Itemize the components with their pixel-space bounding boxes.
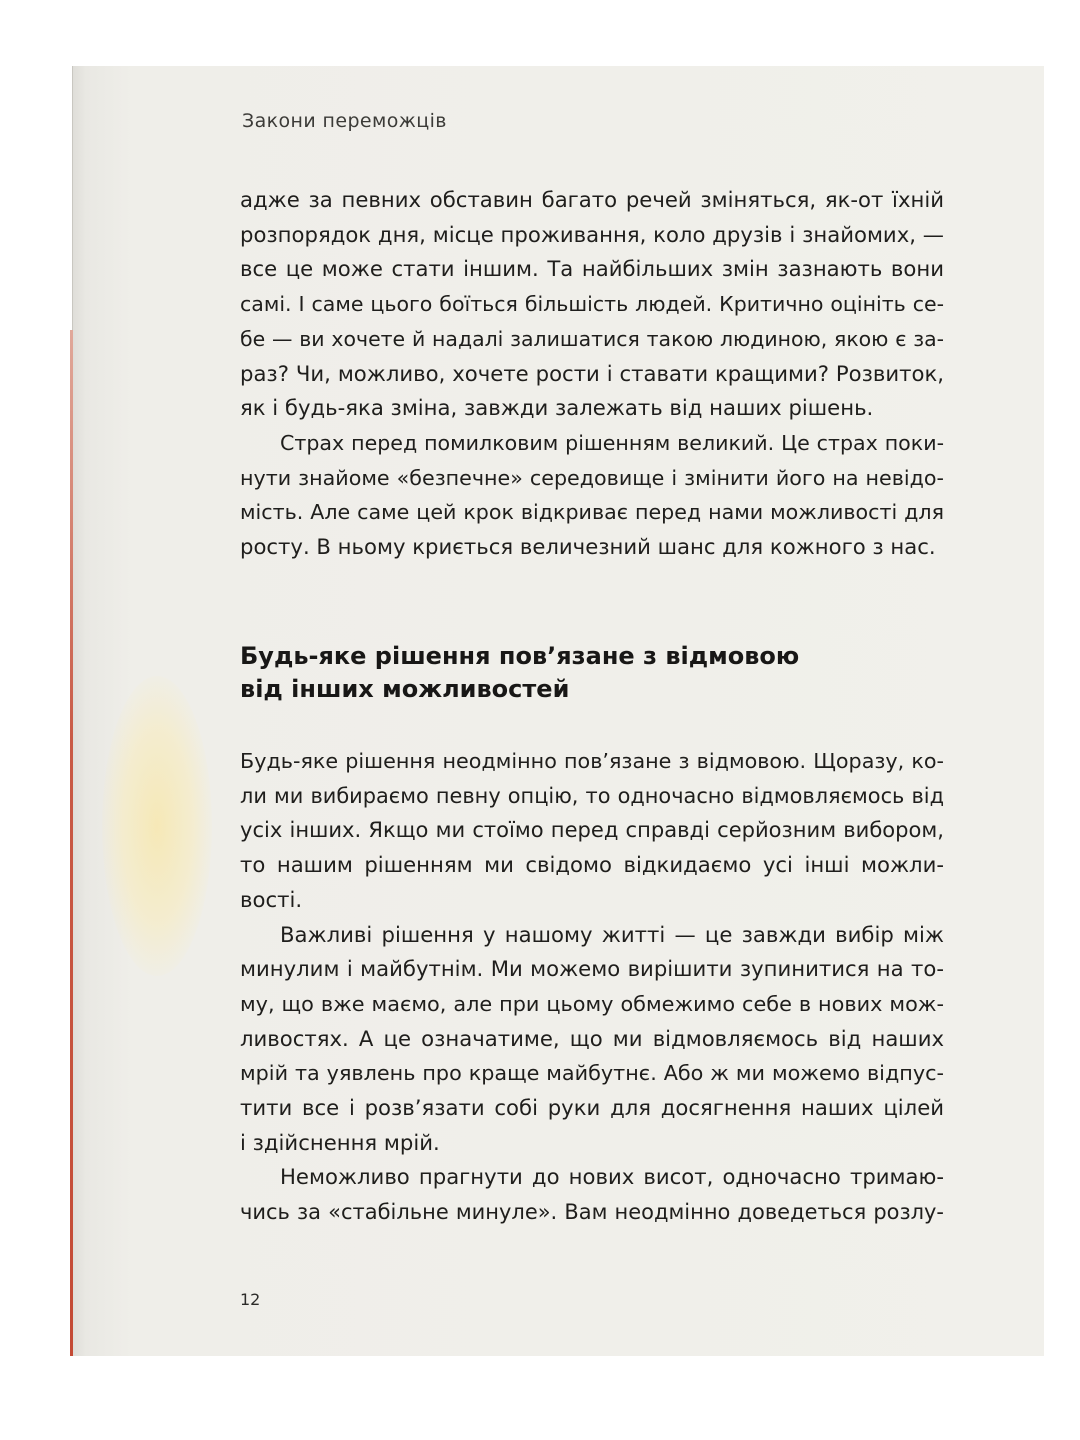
- text-line: му, що вже маємо, але при цьому обмежимо себе в нових мож-: [240, 991, 944, 1016]
- text-line: Важливі рішення у нашому житті — це завжди вибір між: [280, 921, 944, 947]
- text-line: ли ми вибираємо певну опцію, то одночасно відмовляємось від: [240, 783, 944, 808]
- book-page: [72, 66, 1044, 1356]
- page-edge: [70, 330, 73, 1356]
- body-text-section-2: [240, 744, 944, 1230]
- text-line: мість. Але саме цей крок відкриває перед нами можливості для: [240, 500, 944, 525]
- text-line: все це може стати іншим. Та найбільших змін зазнають вони: [240, 256, 944, 282]
- text-line: адже за певних обставин багато речей зміняться, як-от їхній: [240, 187, 944, 212]
- running-head: Закони переможців: [242, 110, 447, 132]
- text-line: ливостях. А це означатиме, що ми відмовляємось від наших: [240, 1025, 944, 1051]
- text-line: мрій та уявлень про краще майбутнє. Або ж ми можемо відпус-: [240, 1061, 944, 1086]
- text-line: росту. В ньому криється величезний шанс для кожного з нас.: [240, 534, 936, 560]
- text-line: як і будь-яка зміна, завжди залежать від наших рішень.: [240, 395, 874, 421]
- body-text-section-1: [240, 183, 944, 565]
- text-line: і здійснення мрій.: [240, 1129, 440, 1155]
- page-number: 12: [240, 1290, 261, 1309]
- text-line: раз? Чи, можливо, хочете рости і ставати кращими? Розвиток,: [240, 360, 944, 386]
- text-line: нути знайоме «безпечне» середовище і змінити його на невідо-: [240, 465, 944, 490]
- text-line: Страх перед помилковим рішенням великий. Це страх поки-: [280, 430, 944, 455]
- text-line: розпорядок дня, місце проживання, коло друзів і знайомих, —: [240, 221, 944, 247]
- text-line: самі. І саме цього боїться більшість людей. Критично оцініть се-: [240, 292, 944, 317]
- text-line: бе — ви хочете й надалі залишатися такою людиною, якою є за-: [240, 326, 944, 351]
- text-line: минулим і майбутнім. Ми можемо вирішити зупинитися на то-: [240, 956, 944, 982]
- text-line: то нашим рішенням ми свідомо відкидаємо усі інші можли-: [240, 852, 944, 878]
- heading-line: від інших можливостей: [240, 675, 570, 703]
- text-line: чись за «стабільне минуле». Вам неодмінно доведеться розлу-: [240, 1200, 944, 1225]
- heading-line: Будь-яке рішення пов’язане з відмовою: [240, 642, 800, 670]
- text-line: Будь-яке рішення неодмінно пов’язане з відмовою. Щоразу, ко-: [240, 749, 944, 773]
- text-line: усіх інших. Якщо ми стоїмо перед справді серйозним вибором,: [240, 817, 944, 843]
- text-line: тити все і розв’язати собі руки для досягнення наших цілей: [240, 1095, 944, 1121]
- text-line: вості.: [240, 886, 303, 912]
- text-line: Неможливо прагнути до нових висот, одночасно тримаю-: [280, 1164, 944, 1190]
- photo-glare: [102, 676, 212, 976]
- section-heading: [240, 640, 944, 706]
